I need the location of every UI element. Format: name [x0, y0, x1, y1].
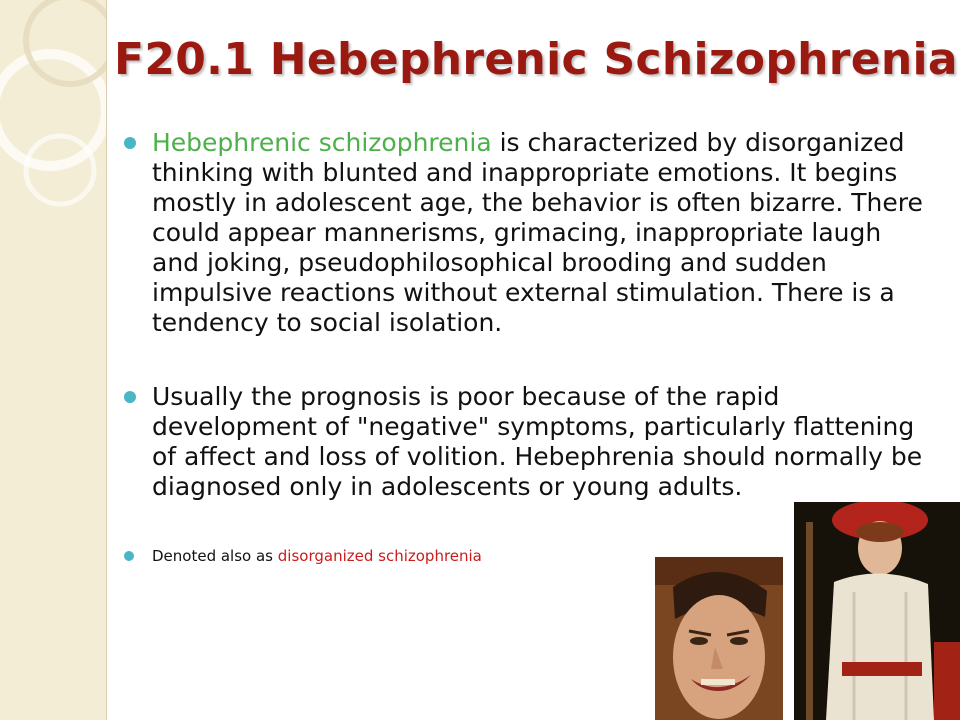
synonym-prefix: Denoted also as — [152, 547, 278, 565]
slide-title: F20.1 Hebephrenic Schizophrenia — [114, 34, 958, 85]
bullet-prognosis — [124, 382, 924, 502]
bullet-dot-icon — [124, 391, 136, 403]
term-highlight: Hebephrenic schizophrenia — [152, 128, 492, 157]
renaissance-portrait-image — [794, 502, 960, 720]
bullet-dot-icon — [124, 551, 134, 561]
bullet-text: Usually the prognosis is poor because of the rapid development of "negative" symptoms, particularly flattening of affect and loss of volition. Hebephrenia should normally be diagnosed only in adolescents or young adults. — [152, 382, 923, 501]
grimacing-face-image — [655, 557, 783, 720]
bullet-dot-icon — [124, 137, 136, 149]
bullet-text: is characterized by disorganized thinking with blunted and inappropriate emotions. It begins mostly in adolescent age, the behavior is often bizarre. There could appear mannerisms, grimacing, inappropriate laugh and joking, pseudophilosophical brooding and sudden impulsive reactions without external stimulation. There is a tendency to social isolation. — [152, 128, 923, 337]
bullet-definition — [124, 128, 924, 338]
circle-ornament-icon — [0, 0, 106, 720]
synonym-highlight: disorganized schizophrenia — [277, 547, 482, 565]
slide-content — [124, 128, 924, 566]
decorative-side-band — [0, 0, 107, 720]
